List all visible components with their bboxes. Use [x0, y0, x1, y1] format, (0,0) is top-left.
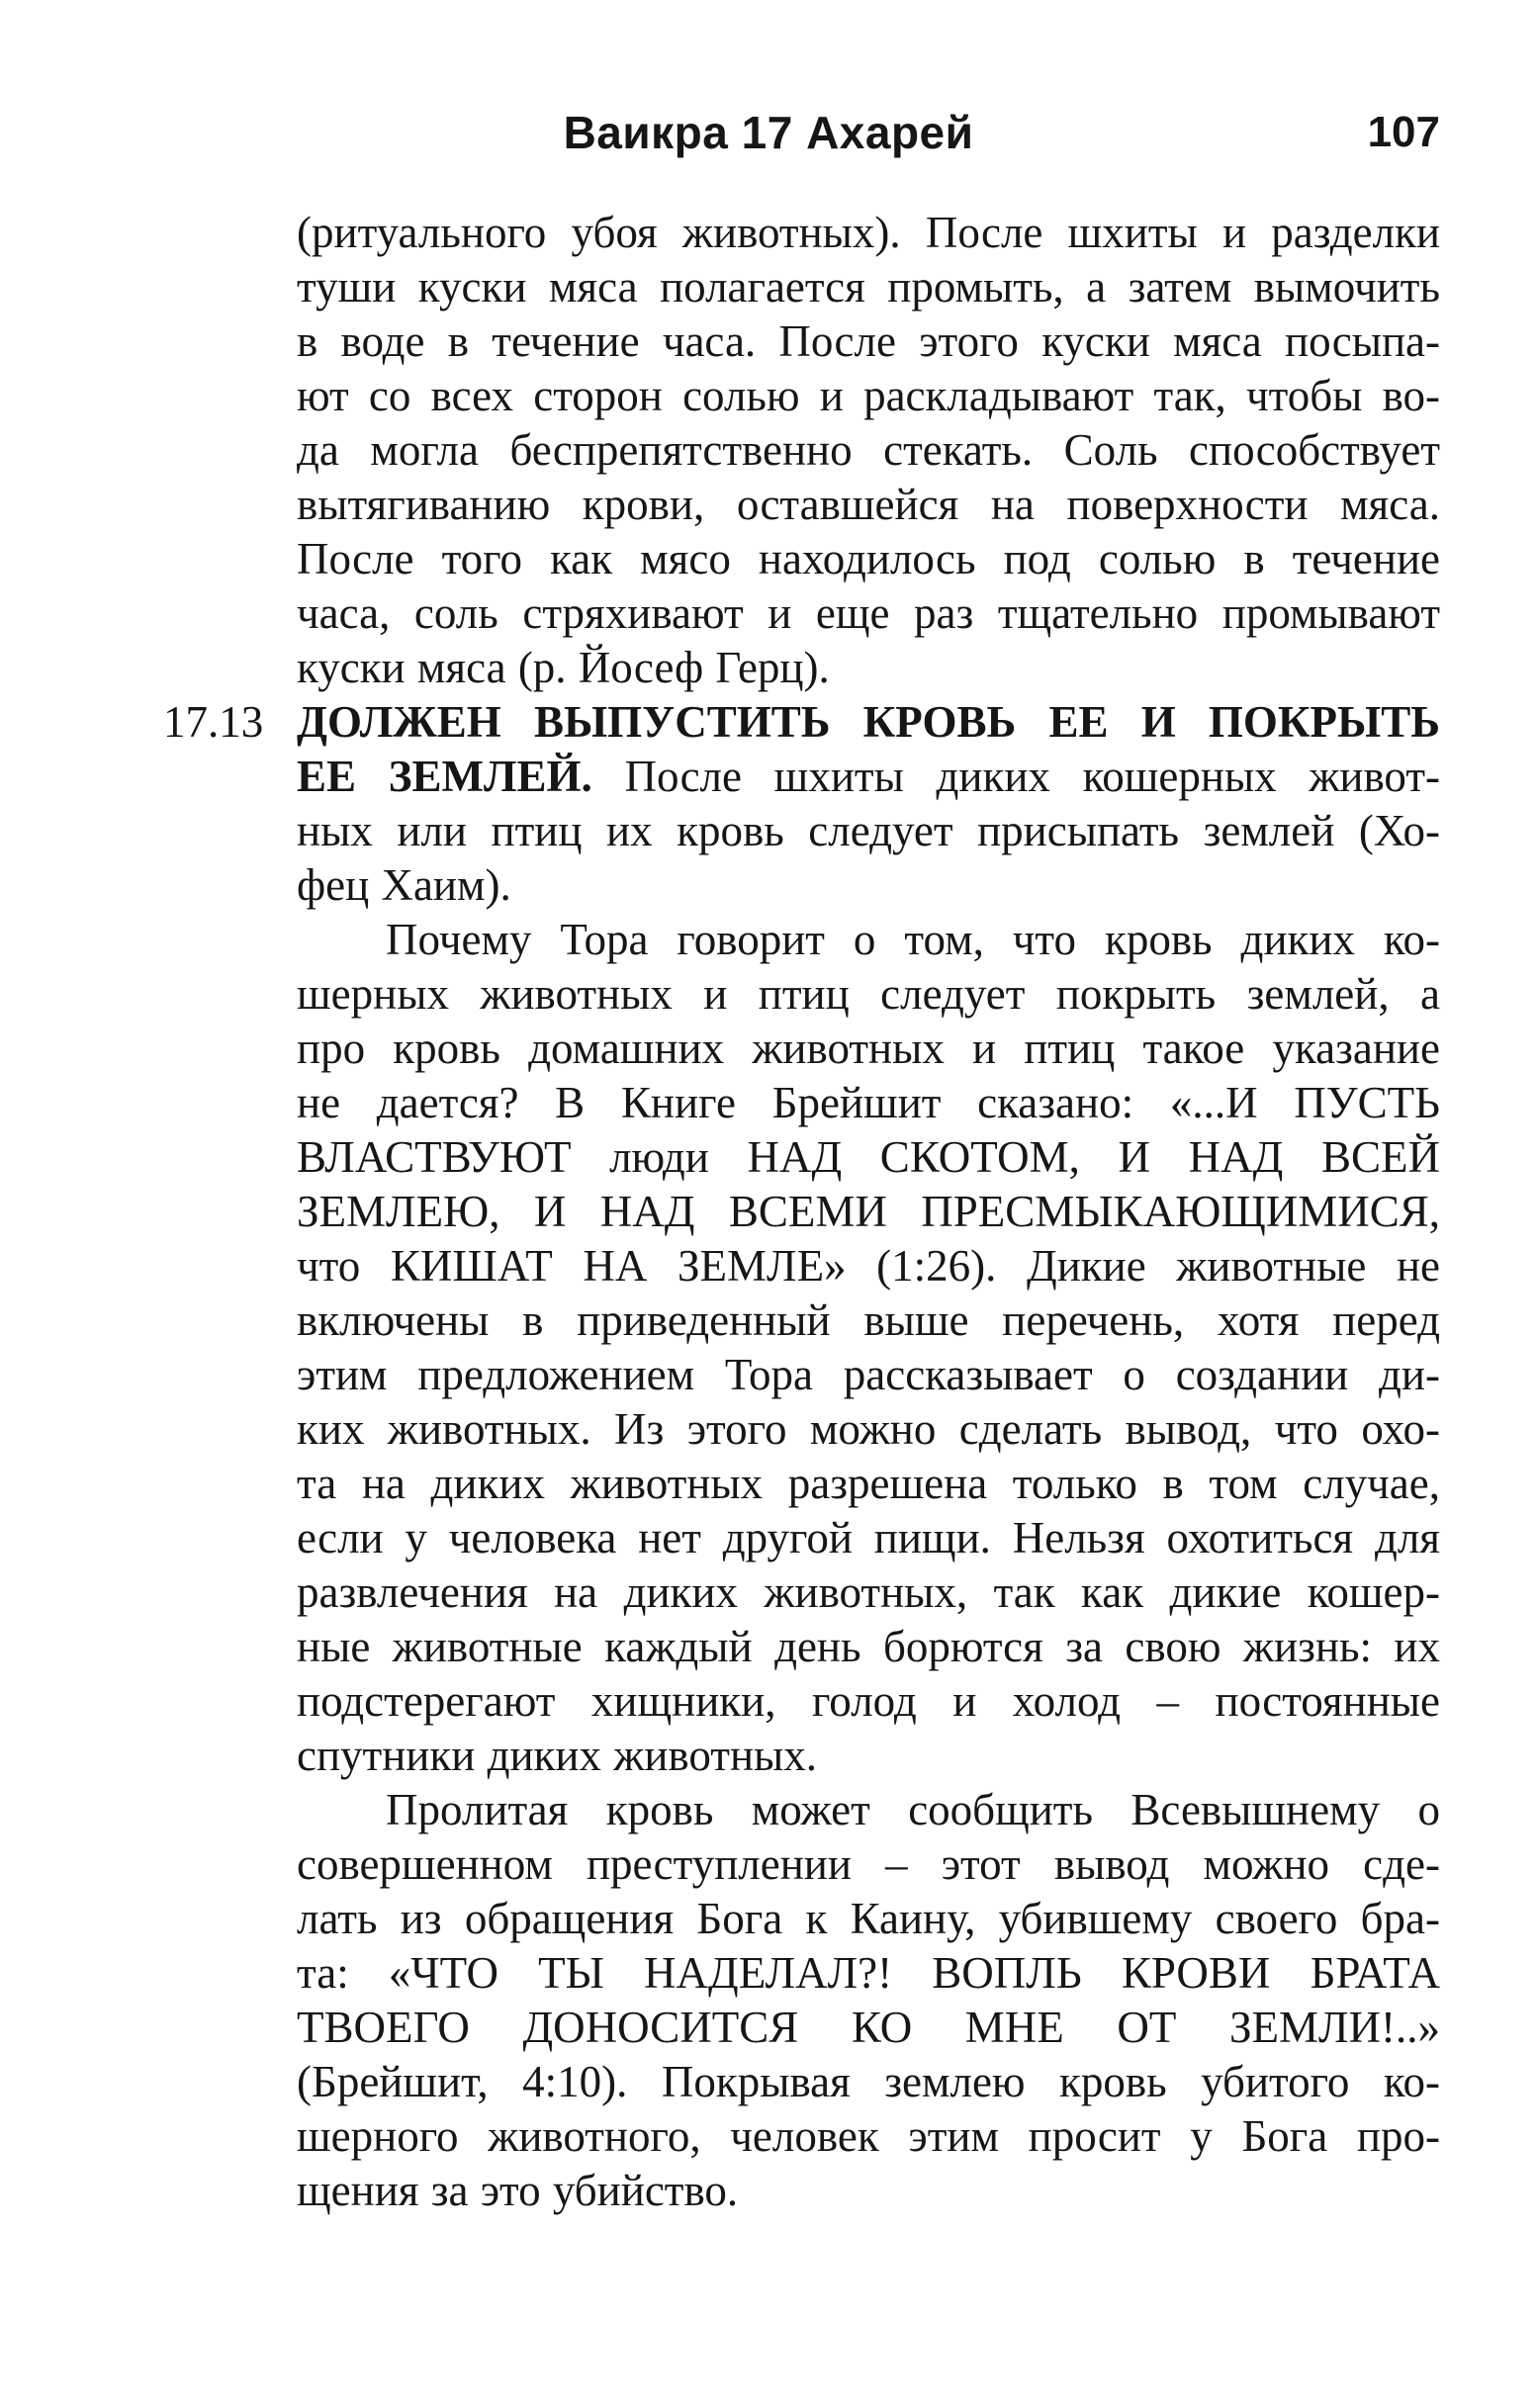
text-segment: ют со всех сторон солью и раскладывают так, чтобы во- [297, 371, 1440, 420]
text-segment: включены в приведенный выше перечень, хотя перед [297, 1295, 1440, 1345]
text-segment: После того как мясо находилось под солью в течение [297, 534, 1440, 583]
text-line [297, 1022, 1440, 1076]
text-segment: шерных животных и птиц следует покрыть землей, а [297, 969, 1440, 1019]
text-line [297, 369, 1440, 423]
text-segment: ных или птиц их кровь следует присыпать землей (Хо- [297, 806, 1440, 855]
text-line [297, 1892, 1440, 1946]
text-segment: лать из обращения Бога к Каину, убившему своего бра- [297, 1894, 1440, 1943]
text-line [297, 2055, 1440, 2109]
text-segment: да могла беспрепятственно стекать. Соль способствует [297, 425, 1440, 475]
text-block [163, 206, 1440, 2218]
text-line [297, 1185, 1440, 1239]
text-segment: если у человека нет другой пищи. Нельзя охотиться для [297, 1513, 1440, 1562]
text-line [297, 260, 1440, 314]
text-segment: щения за это убийство. [297, 2166, 739, 2215]
text-line [297, 532, 1440, 586]
text-line [297, 1729, 1440, 1783]
text-line [297, 1837, 1440, 1892]
text-segment: (ритуального убоя животных). После шхиты и разделки [297, 208, 1440, 257]
text-line [297, 1674, 1440, 1729]
text-segment: спутники диких животных. [297, 1731, 818, 1780]
text-segment: вытягиванию крови, оставшейся на поверхности мяса. [297, 480, 1440, 529]
text-segment: этим предложением Тора рассказывает о создании ди- [297, 1350, 1440, 1399]
text-segment: та: «ЧТО ТЫ НАДЕЛАЛ?! ВОПЛЬ КРОВИ БРАТА [297, 1948, 1440, 1998]
page-number: 107 [1367, 108, 1440, 156]
text-line [297, 314, 1440, 369]
page-header [0, 105, 1537, 160]
text-line [297, 1783, 1440, 1837]
text-line [297, 858, 1440, 913]
text-line [297, 750, 1440, 804]
text-line [297, 1402, 1440, 1457]
text-segment: ких животных. Из этого можно сделать вывод, что охо- [297, 1404, 1440, 1454]
bold-text-segment: ЕЕ ЗЕМЛЕЙ. [297, 752, 592, 801]
text-segment: в воде в течение часа. После этого куски мяса посыпа- [297, 316, 1440, 366]
text-segment: (Брейшит, 4:10). Покрывая землею кровь убитого ко- [297, 2057, 1440, 2106]
text-segment: совершенном преступлении – этот вывод можно сде- [297, 1839, 1440, 1889]
text-line [297, 1946, 1440, 2001]
text-line [297, 804, 1440, 858]
text-segment: про кровь домашних животных и птиц такое указание [297, 1024, 1440, 1073]
text-line [163, 695, 1440, 750]
text-line [297, 641, 1440, 695]
text-segment: куски мяса (р. Йосеф Герц). [297, 643, 830, 692]
text-segment: ВЛАСТВУЮТ люди НАД СКОТОМ, И НАД ВСЕЙ [297, 1132, 1440, 1182]
text-segment: не дается? В Книге Брейшит сказано: «...И ПУСТЬ [297, 1078, 1440, 1127]
text-line [297, 1565, 1440, 1620]
text-segment: ные животные каждый день борются за свою жизнь: их [297, 1622, 1440, 1671]
text-line [297, 1620, 1440, 1674]
text-segment: Пролитая кровь может сообщить Всевышнему о [386, 1785, 1440, 1834]
text-line [297, 1130, 1440, 1185]
text-segment: что КИШАТ НА ЗЕМЛЕ» (1:26). Дикие животные не [297, 1241, 1440, 1291]
text-line [297, 1457, 1440, 1511]
text-line [297, 423, 1440, 478]
text-segment: шерного животного, человек этим просит у Бога про- [297, 2111, 1440, 2161]
text-line [297, 2109, 1440, 2164]
text-segment: туши куски мяса полагается промыть, а затем вымочить [297, 262, 1440, 312]
text-line [297, 206, 1440, 260]
text-line [297, 478, 1440, 532]
running-title: Ваикра 17 Ахарей [563, 107, 974, 158]
text-segment: часа, соль стряхивают и еще раз тщательно промывают [297, 588, 1440, 638]
text-segment: ТВОЕГО ДОНОСИТСЯ КО МНЕ ОТ ЗЕМЛИ!..» [297, 2003, 1440, 2052]
text-segment: развлечения на диких животных, так как дикие кошер- [297, 1567, 1440, 1617]
verse-number-marker: 17.13 [163, 697, 264, 747]
text-segment: та на диких животных разрешена только в том случае, [297, 1459, 1440, 1508]
text-segment: Почему Тора говорит о том, что кровь диких ко- [386, 915, 1440, 964]
text-line [297, 586, 1440, 641]
text-segment: После шхиты диких кошерных живот- [591, 752, 1440, 801]
text-line [297, 2164, 1440, 2218]
text-segment: ЗЕМЛЕЮ, И НАД ВСЕМИ ПРЕСМЫКАЮЩИМИСЯ, [297, 1187, 1440, 1236]
text-line [297, 967, 1440, 1022]
text-line [297, 1076, 1440, 1130]
text-line [297, 1239, 1440, 1293]
text-segment: фец Хаим). [297, 860, 511, 910]
bold-text-segment: ДОЛЖЕН ВЫПУСТИТЬ КРОВЬ ЕЕ И ПОКРЫТЬ [297, 697, 1440, 747]
text-line [297, 2001, 1440, 2055]
text-segment: подстерегают хищники, голод и холод – постоянные [297, 1676, 1440, 1726]
text-line [297, 1348, 1440, 1402]
text-line [297, 1293, 1440, 1348]
text-line [297, 913, 1440, 967]
text-line [297, 1511, 1440, 1565]
